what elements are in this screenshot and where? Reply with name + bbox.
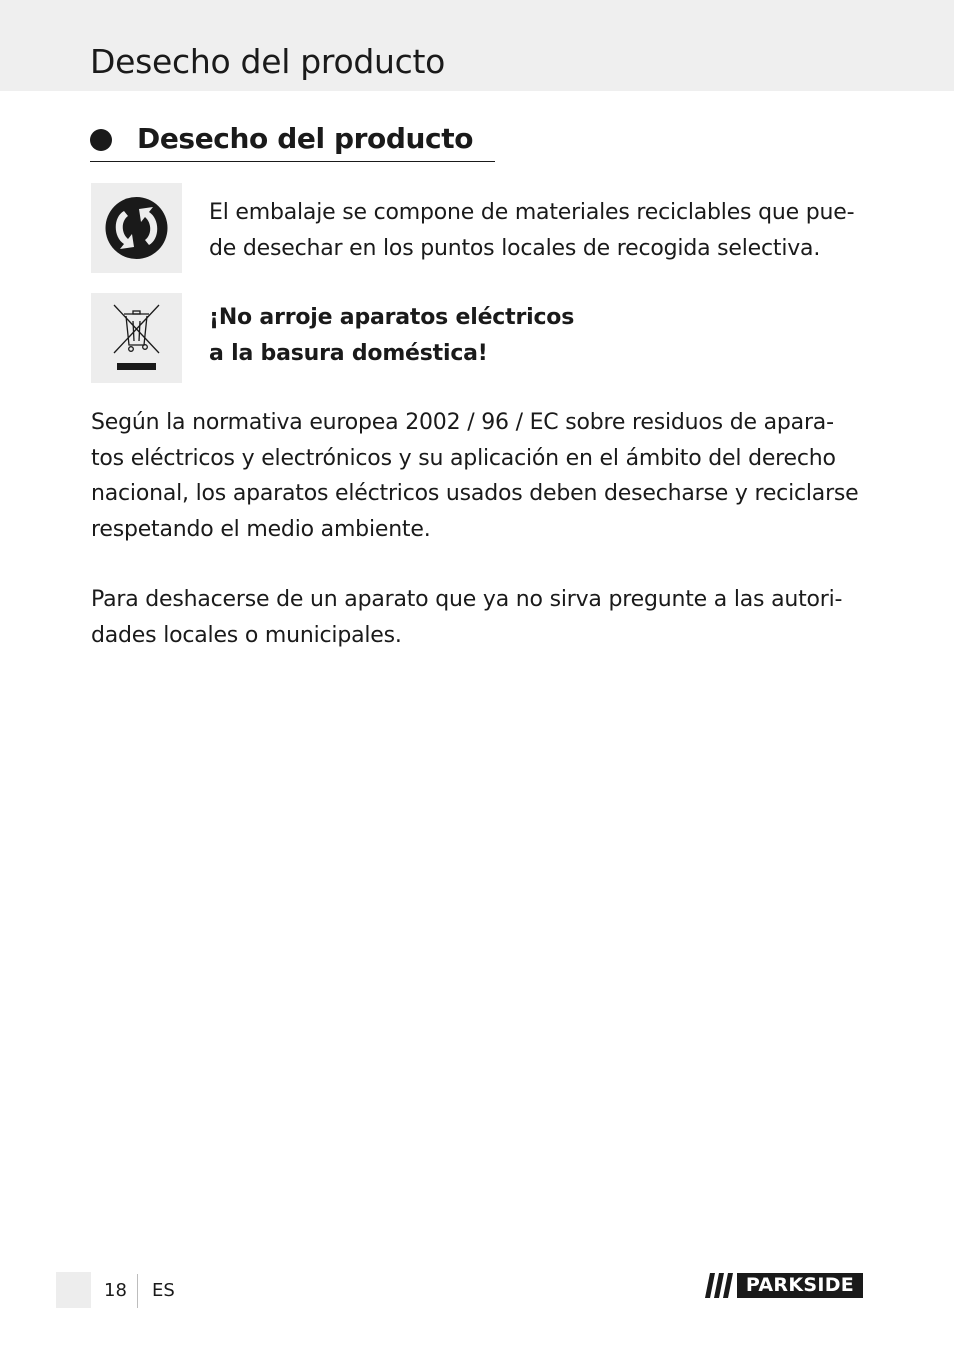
regulation-paragraph: [91, 405, 863, 547]
footer-divider: [137, 1274, 138, 1308]
language-code: ES: [152, 1280, 175, 1301]
green-dot-recycling-icon: [91, 183, 182, 273]
section-heading: [90, 117, 495, 162]
text-line: Para deshacerse de un aparato que ya no sirva pregunte a las autori-: [91, 587, 843, 612]
brand-name: PARKSIDE: [737, 1273, 863, 1298]
text-line: Según la normativa europea 2002 / 96 / EC sobre residuos de apara-: [91, 410, 834, 435]
text-line: El embalaje se compone de materiales reciclables que pue-: [209, 200, 855, 225]
text-line: respetando el medio ambiente.: [91, 516, 431, 542]
footer-tab-box: [56, 1272, 91, 1308]
brand-stripes-icon: [705, 1273, 735, 1298]
section-heading-text: Desecho del producto: [137, 122, 474, 155]
text-line: nacional, los aparatos eléctricos usados deben desecharse y reciclarse: [91, 481, 859, 506]
page-number: 18: [104, 1280, 127, 1301]
text-line: ¡No arroje aparatos eléctricos: [209, 305, 575, 330]
text-line: tos eléctricos y electrónicos y su aplicación en el ámbito del derecho: [91, 445, 836, 471]
text-line: a la basura doméstica!: [209, 341, 488, 366]
text-line: de desechar en los puntos locales de recogida selectiva.: [209, 235, 821, 261]
brand-logo: [705, 1273, 863, 1298]
text-line: dades locales o municipales.: [91, 622, 402, 648]
crossed-out-wheelie-bin-icon: [91, 293, 182, 383]
page-title: Desecho del producto: [90, 42, 445, 81]
bullet-dot-icon: [90, 129, 112, 151]
warning-paragraph: [209, 300, 863, 372]
authorities-paragraph: [91, 582, 863, 653]
packaging-paragraph: [209, 195, 863, 266]
